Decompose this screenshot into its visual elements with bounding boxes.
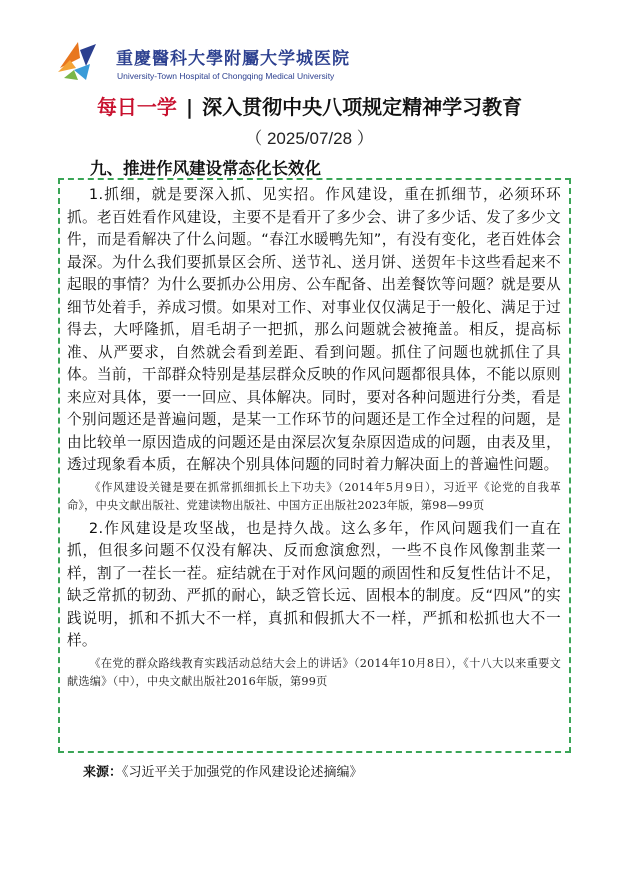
hospital-name-en: University-Town Hospital of Chongqing Medical University (117, 71, 335, 81)
section-heading: 九、推进作风建设常态化长效化 (90, 159, 321, 178)
item-2-text: 2.作风建设是攻坚战，也是持久战。这么多年，作风问题我们一直在抓，但很多问题不仅没有解决、反而愈演愈烈，一些不良作风像割韭菜一样，割了一茬长一茬。症结就在于对作风问题的顽固性和反复性估计不足，缺乏常抓的韧劲、严抓的耐心，缺乏管长远、固根本的制度。反“四风”的实践说明，抓和不抓大不一样，真抓和假抓大不一样，严抓和松抓也大不一样。 (67, 519, 561, 649)
item-2-citation: 《在党的群众路线教育实践活动总结大会上的讲话》（2014年10月8日），《十八大以来重要文献选编》（中），中央文献出版社2016年版，第99页 (67, 656, 561, 688)
hospital-name-cn: 重慶醫科大學附屬大学城医院 (116, 49, 350, 69)
title-main: 深入贯彻中央八项规定精神学习教育 (202, 95, 523, 119)
content-body (67, 184, 561, 694)
source-line (83, 761, 363, 780)
hospital-logo-icon (56, 38, 100, 82)
item-1-text: 1.抓细，就是要深入抓、见实招。作风建设，重在抓细节，必须环环抓。老百姓看作风建设，主要不是看开了多少会、讲了多少话、发了多少文件，而是看解决了什么问题。“春江水暖鸭先知”，有没有变化，老百姓体会最深。为什么我们要抓景区会所、送节礼、送月饼、送贺年卡这些看起来不起眼的事情？为什么要抓办公用房、公车配备、出差餐饮等问题？就是要从细节处着手，养成习惯。如果对工作、对事业仅仅满足于一般化、满足于过得去，大呼隆抓，眉毛胡子一把抓，那么问题就会被掩盖。相反，提高标准、从严要求，自然就会看到差距、看到问题。抓住了问题也就抓住了具体。当前，干部群众特别是基层群众反映的作风问题都很具体，不能以原则来应对具体，要一一回应、具体解决。同时，要对各种问题进行分类，看是个别问题还是普遍问题，是某一工作环节的问题还是工作全过程的问题，是由比较单一原因造成的问题还是由深层次复杂原因造成的问题，由表及里，透过现象看本质，在解决个别具体问题的同时着力解决面上的普遍性问题。 (67, 186, 561, 473)
page-title (0, 91, 619, 120)
source-text: 《习近平关于加强党的作风建设论述摘编》 (122, 765, 363, 780)
source-label: 来源： (83, 765, 123, 780)
item-1-citation: 《作风建设关键是要在抓常抓细抓长上下功夫》（2014年5月9日），习近平《论党的自我革命》，中央文献出版社、党建读物出版社、中国方正出版社2023年版，第98—99页 (67, 480, 561, 512)
title-prefix: 每日一学 (96, 95, 177, 119)
date-label: （ 2025/07/28 ） (245, 129, 374, 148)
title-separator: | (185, 95, 194, 119)
